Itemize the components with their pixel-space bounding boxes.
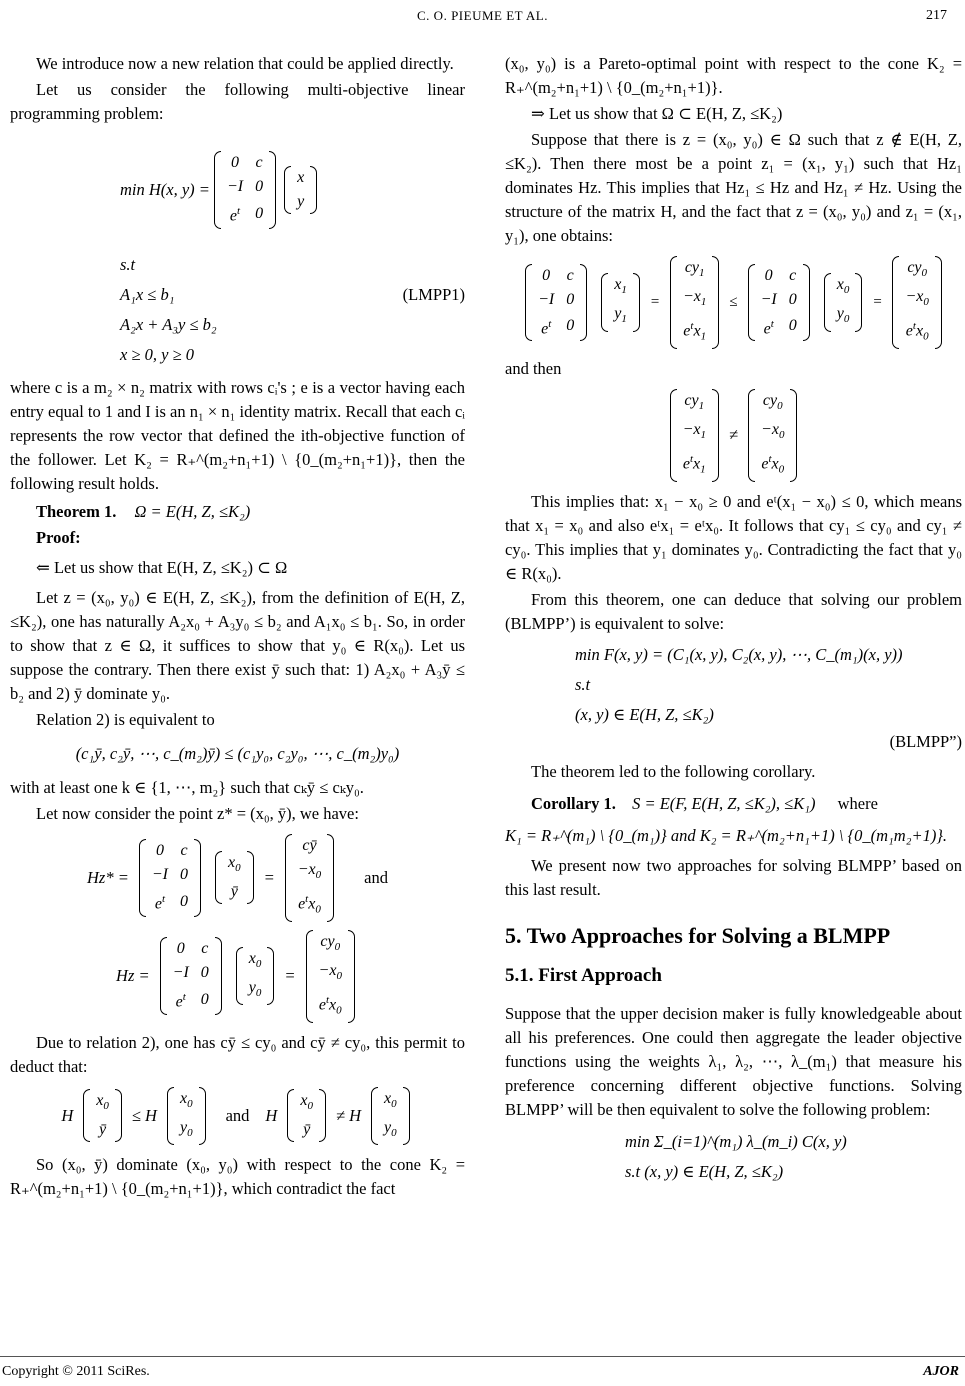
blmpp-tag: (BLMPP”) <box>889 731 962 751</box>
lmpp-objective: min H(x, y) = <box>120 180 210 199</box>
blmpp-constraint: (x, y) ∈ E(H, Z, ≤K₂) <box>575 704 714 724</box>
paragraph-where: where c is a m₂ × n₂ matrix with rows cᵢ's ; e is a vector having each entry equal to 1 and I is an n₁ × n₁ identity matrix. Recall that each cᵢ represents the row vector that defined the ith-objective function of the follower. Let K₂ = R₊^(m₂+n₁+1) \ {0_(m₂+n₁+1)}, then the following result holds. <box>10 378 465 493</box>
paragraph-intro: We introduce now a new relation that could be applied directly. <box>36 54 454 73</box>
footer-journal: AJOR <box>923 1364 959 1379</box>
theorem-label: Theorem 1. <box>36 502 117 521</box>
paragraph-relation: Relation 2) is equivalent to <box>36 710 215 729</box>
lmpp-constraint-1: A₁x ≤ b₁ (LMPP1) <box>10 280 465 310</box>
lmpp-st: s.t <box>120 255 136 274</box>
lmpp-constraint-3: x ≥ 0, y ≥ 0 <box>120 345 195 364</box>
theorem-statement: Ω = E(H, Z, ≤K₂) <box>134 502 251 521</box>
first-approach-constraint: s.t (x, y) ∈ E(H, Z, ≤K₂) <box>625 1161 784 1181</box>
corollary-statement: S = E(F, E(H, Z, ≤K₂), ≤K₁) <box>632 793 816 813</box>
lmpp1-problem <box>10 130 465 370</box>
first-approach-objective: min Σ_(i=1)^(m₁) λ_(m_i) C(x, y) <box>625 1131 847 1151</box>
paragraph-so: So (x₀, ȳ) dominate (x₀, y₀) with respect to the cone K₂ = R₊^(m₂+n₁+1) \ {0_(m₂+n₁+1)}, which contradict the fact <box>10 1154 465 1198</box>
theorem-1 <box>10 500 465 524</box>
footer-copyright: Copyright © 2011 SciRes. <box>2 1364 150 1379</box>
corollary-1 <box>505 792 962 816</box>
first-approach-problem <box>505 1126 962 1186</box>
proof-direction-2: ⇒ Let us show that Ω ⊂ E(H, Z, ≤K₂) <box>531 104 783 123</box>
subsection-heading-5-1: 5.1. First Approach <box>505 964 662 986</box>
paragraph-pareto: (x₀, y₀) is a Pareto-optimal point with respect to the cone K₂ = R₊^(m₂+n₁+1) \ {0_(m₂+n₁+1)}. <box>505 54 962 97</box>
equation-relation: (c₁ȳ, c₂ȳ, ⋯, c_(m₂)ȳ) ≤ (c₁y₀, c₂y₀, ⋯, c_(m₂)y₀) <box>75 744 400 763</box>
blmpp-st: s.t <box>575 674 591 694</box>
paragraph-deduce: From this theorem, one can deduce that solving our problem (BLMPP’) is equivalent to solve: <box>505 589 962 633</box>
proof-direction-1: ⇐ Let us show that E(H, Z, ≤K₂) ⊂ Ω <box>36 558 288 577</box>
paragraph-consider: Let us consider the following multi-objective linear programming problem: <box>10 80 465 123</box>
section-heading-5: 5. Two Approaches for Solving a BLMPP <box>505 922 891 948</box>
equation-hz1: 0 c −I 0 $e^t$ 0 $x_1$ $y_1$ = $cy_1$ $-x_1$ $e^tx_1$ ≤ 0 c −I 0 $e^t$ 0 $x_0$ $y_0$ = $cy_0$ $-x_0$ $e^tx_0$ <box>505 256 962 349</box>
paragraph-at-least: with at least one k ∈ {1, ⋯, m₂} such that cₖȳ ≤ cₖy₀. <box>10 778 364 797</box>
vector-xy: x y <box>284 166 317 214</box>
right-column <box>505 52 962 1192</box>
equation-hz-star: Hz* = 0 c −I 0 $e^t$ 0 $x_0$ ȳ = cȳ $-x_0$ $e^tx_0$ and <box>10 834 465 922</box>
corollary-cones: K₁ = R₊^(m₁) \ {0_(m₁)} and K₂ = R₊^(m₂+n₁+1) \ {0_(m₁m₂+1)}. <box>505 825 948 845</box>
blmpp-problem <box>505 640 962 754</box>
lmpp-constraint-2: A₂x + A₃y ≤ b₂ <box>120 315 217 334</box>
corollary-where: where <box>837 793 878 813</box>
paragraph-first-approach: Suppose that the upper decision maker is fully knowledgeable about all his preferences. One could then aggregate the leader objective functions using the weights λ₁, λ₂, ⋯, λ_(m₁) that measure his preference concerning different objective functions. Solving BLMPP’ will be then equivalent to solve the following problem: <box>505 1003 962 1119</box>
paragraph-implies: This implies that: x₁ − x₀ ≥ 0 and eᵗ(x₁ − x₀) ≤ 0, which means that x₁ = x₀ and also eᵗx₁ = eᵗx₀. It follows that cy₁ ≤ cy₀ and cy₁ ≠ cy₀. This implies that y₁ dominates y₀. Contradicting the fact that y₀ ∈ R(x₀). <box>505 491 962 583</box>
equation-h-compare: H $x_0$ ȳ ≤ H $x_0$ $y_0$ and H $x_0$ ȳ ≠ H $x_0$ $y_0$ <box>10 1087 465 1145</box>
paragraph-due: Due to relation 2), one has cȳ ≤ cy₀ and cȳ ≠ cy₀, this permit to deduct that: <box>10 1032 465 1076</box>
paragraph-and-then: and then <box>505 358 562 378</box>
proof-label: Proof: <box>36 528 81 547</box>
corollary-label: Corollary 1. <box>531 793 616 813</box>
paragraph-point: Let now consider the point z* = (x₀, ȳ), we have: <box>36 804 359 823</box>
matrix-H: 0 c −I 0 $e^t$ 0 <box>214 151 276 228</box>
paragraph-let-z: Let z = (x₀, y₀) ∈ E(H, Z, ≤K₂), from the definition of E(H, Z, ≤K₂), one has naturally A₂x₀ + A₃y₀ ≤ b₂ and A₁x₀ ≤ b₁. So, in order to show that z ∈ Ω, it suffices to show that y₀ ∈ R(x₀). Let us suppose the contrary. Then there exist ȳ such that: 1) A₂x₀ + A₃ȳ ≤ b₂ and 2) ȳ dominate y₀. <box>10 588 465 703</box>
footer-rule <box>0 1356 965 1357</box>
paragraph-corollary-intro: The theorem led to the following corollary. <box>531 761 816 781</box>
and-word: and <box>364 867 388 887</box>
paragraph-suppose: Suppose that there is z = (x₀, y₀) ∈ Ω such that z ∉ E(H, Z, ≤K₂). Then there most be a point z₁ = (x₁, y₁) such that Hz₁ dominates Hz. This implies that Hz₁ ≤ Hz and Hz₁ ≠ Hz. Using the structure of the matrix H, and the fact that z = (x₀, y₀) and z₁ = (x₁, y₁), one obtains: <box>505 130 962 245</box>
running-header-author: C. O. PIEUME ET AL. <box>417 8 548 23</box>
paragraph-present: We present now two approaches for solving BLMPP’ based on this last result. <box>505 855 962 899</box>
equation-not-equal: $cy_1$ $-x_1$ $e^tx_1$ ≠ $cy_0$ $-x_0$ $e^tx_0$ <box>505 389 962 482</box>
left-column <box>10 52 465 1203</box>
blmpp-objective: min F(x, y) = (C₁(x, y), C₂(x, y), ⋯, C_(m₁)(x, y)) <box>575 644 903 664</box>
lmpp-tag: (LMPP1) <box>402 285 465 304</box>
equation-hz: Hz = 0 c −I 0 $e^t$ 0 $x_0$ $y_0$ = $cy_0$ $-x_0$ $e^tx_0$ <box>10 930 465 1023</box>
page-number: 217 <box>926 8 947 23</box>
